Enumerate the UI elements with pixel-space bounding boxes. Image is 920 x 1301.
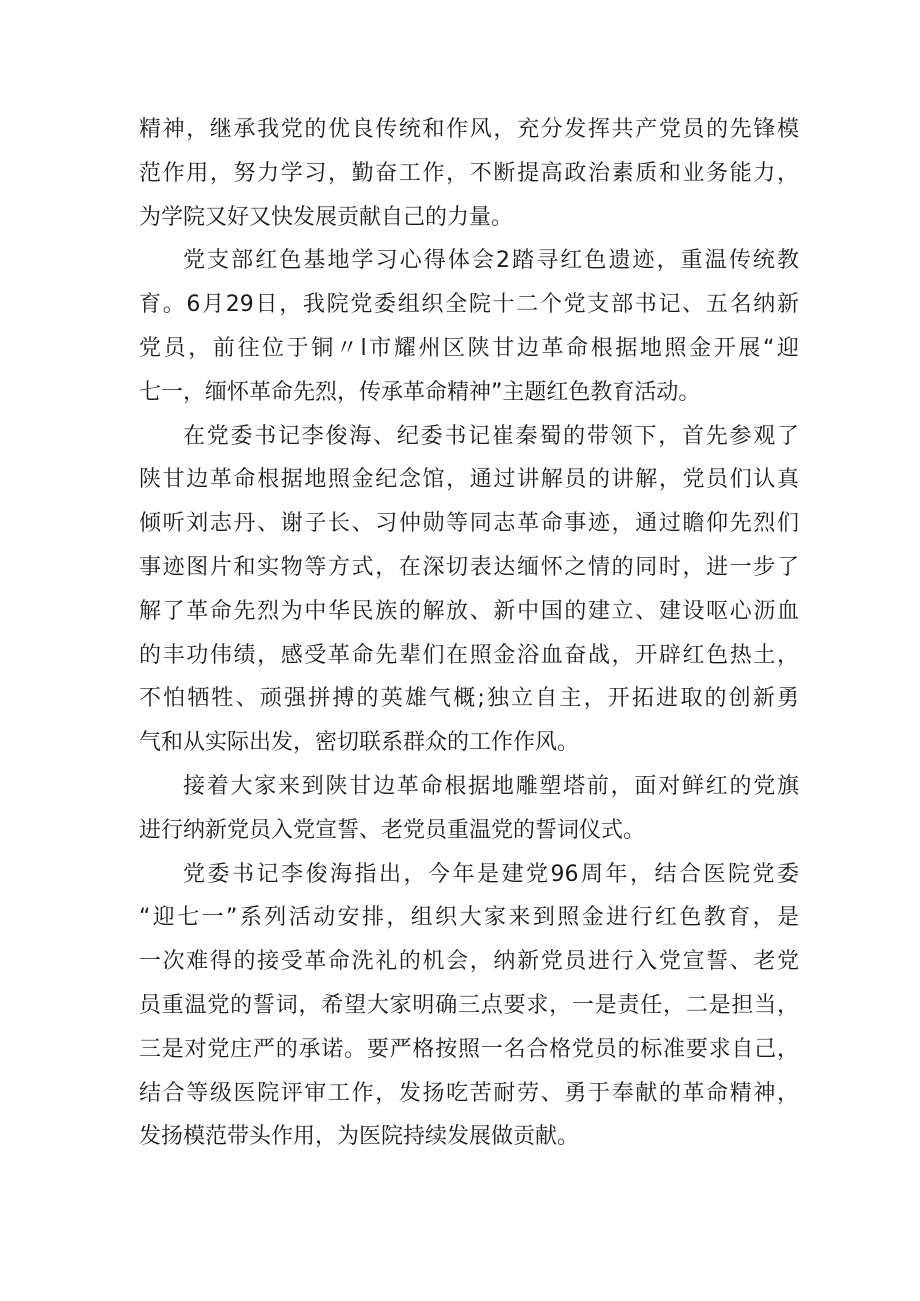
text-line: 党员，前往位于铜〃l市耀州区陕甘边革命根据地照金开展“迎 — [139, 335, 799, 361]
text-line: 倾听刘志丹、谢子长、习仲勋等同志革命事迹，通过瞻仰先烈们 — [139, 511, 799, 537]
text-line: 发扬模范带头作用，为医院持续发展做贡献。 — [139, 1124, 580, 1150]
text-line: 在党委书记李俊海、纪委书记崔秦蜀的带领下，首先参观了 — [183, 423, 799, 449]
paragraph-1 — [139, 108, 799, 239]
text-line: 育。6月29日，我院党委组织全院十二个党支部书记、五名纳新 — [139, 292, 799, 318]
text-line: 不怕牺牲、顽强拼搏的英雄气概;独立自主，开拓进取的创新勇 — [139, 686, 799, 712]
text-line: 党支部红色基地学习心得体会2踏寻红色遗迹，重温传统教 — [183, 248, 799, 274]
paragraph-5 — [139, 853, 799, 1160]
text-line: 气和从实际出发，密切联系群众的工作作风。 — [139, 730, 580, 756]
text-line: 范作用，努力学习，勤奋工作，不断提高政治素质和业务能力， — [139, 160, 799, 186]
paragraph-3 — [139, 415, 799, 765]
text-line: 进行纳新党员入党宣誓、老党员重温党的誓词仪式。 — [139, 817, 646, 843]
text-line: 一次难得的接受革命洗礼的机会，纳新党员进行入党宣誓、老党 — [139, 949, 799, 975]
text-line: 精神，继承我党的优良传统和作风，充分发挥共产党员的先锋模 — [139, 117, 799, 142]
text-line: 结合等级医院评审工作，发扬吃苦耐劳、勇于奉献的革命精神， — [139, 1080, 799, 1106]
text-line: 党委书记李俊海指出，今年是建党96周年，结合医院党委 — [183, 861, 799, 887]
paragraph-4 — [139, 765, 799, 853]
text-line: 七一，缅怀革命先烈，传承革命精神”主题红色教育活动。 — [139, 379, 701, 405]
text-line: 接着大家来到陕甘边革命根据地雕塑塔前，面对鲜红的党旗 — [183, 773, 799, 799]
text-line: 陕甘边革命根据地照金纪念馆，通过讲解员的讲解，党员们认真 — [139, 467, 799, 493]
document-body — [139, 108, 799, 1159]
text-line: 事迹图片和实物等方式，在深切表达缅怀之情的同时，进一步了 — [139, 554, 799, 580]
text-line: 为学院又好又快发展贡献自己的力量。 — [139, 204, 514, 230]
text-line: “迎七一”系列活动安排，组织大家来到照金进行红色教育，是 — [139, 905, 799, 931]
text-line: 的丰功伟绩，感受革命先辈们在照金浴血奋战，开辟红色热土， — [139, 642, 799, 668]
paragraph-2 — [139, 239, 799, 414]
text-line: 解了革命先烈为中华民族的解放、新中国的建立、建设呕心沥血 — [139, 598, 799, 624]
text-line: 员重温党的誓词，希望大家明确三点要求，一是责任，二是担当， — [139, 992, 799, 1018]
text-line: 三是对党庄严的承诺。要严格按照一名合格党员的标准要求自己， — [139, 1036, 799, 1062]
